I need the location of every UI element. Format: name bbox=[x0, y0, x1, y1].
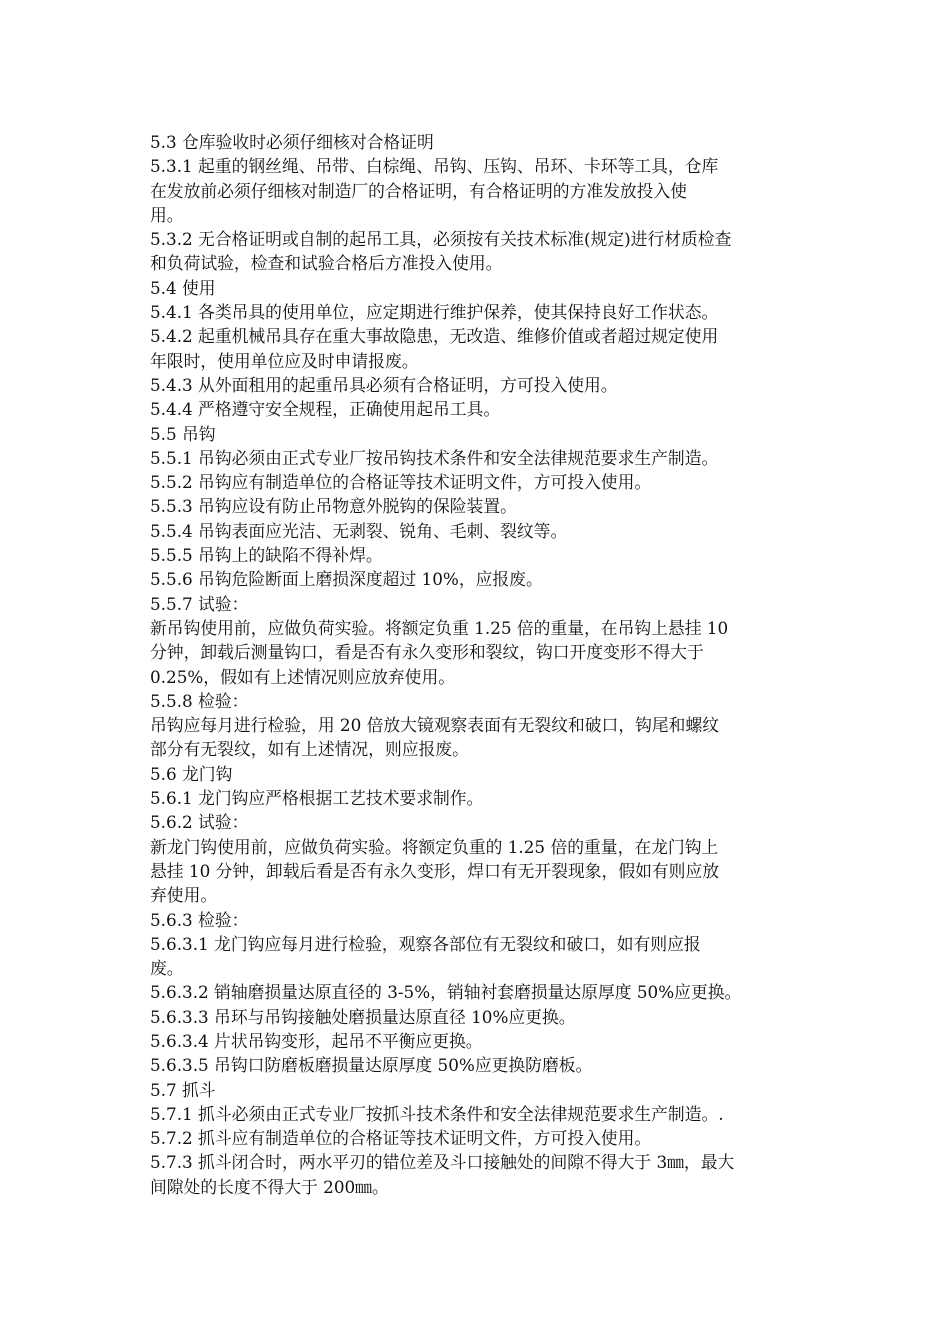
text-line: 5.5.1 吊钩必须由正式专业厂按吊钩技术条件和安全法律规范要求生产制造。 bbox=[150, 447, 719, 468]
text-line: 5.5.8 检验： bbox=[150, 690, 249, 711]
text-line: 分钟，卸载后测量钩口，看是否有永久变形和裂纹，钩口开度变形不得大于 bbox=[150, 642, 704, 663]
text-line: 废。 bbox=[150, 958, 184, 979]
text-line: 5.4.3 从外面租用的起重吊具必须有合格证明，方可投入使用。 bbox=[150, 374, 618, 395]
text-line: 5.6.3.5 吊钩口防磨板磨损量达原厚度 50%应更换防磨板。 bbox=[150, 1055, 593, 1076]
text-line: 5.6.2 试验： bbox=[150, 812, 249, 833]
text-line: 5.6.3.2 销轴磨损量达原直径的 3-5%，销轴衬套磨损量达原厚度 50%应更换。 bbox=[150, 982, 742, 1003]
text-line: 5.6.3 检验： bbox=[150, 909, 249, 930]
text-line: 和负荷试验，检查和试验合格后方准投入使用。 bbox=[150, 253, 503, 274]
text-line: 新吊钩使用前，应做负荷实验。将额定负重 1.25 倍的重量，在吊钩上悬挂 10 bbox=[150, 617, 729, 638]
text-line: 新龙门钩使用前，应做负荷实验。将额定负重的 1.25 倍的重量，在龙门钩上 bbox=[150, 836, 719, 857]
text-line: 悬挂 10 分钟，卸载后看是否有永久变形，焊口有无开裂现象，假如有则应放 bbox=[150, 860, 720, 881]
text-line: 5.6.3.1 龙门钩应每月进行检验，观察各部位有无裂纹和破口，如有则应报 bbox=[150, 933, 701, 954]
text-line: 5.5.7 试验： bbox=[150, 593, 249, 614]
text-line: 5.6.1 龙门钩应严格根据工艺技术要求制作。 bbox=[150, 788, 484, 809]
text-line: 弃使用。 bbox=[150, 885, 218, 906]
text-line: 5.3.1 起重的钢丝绳、吊带、白棕绳、吊钩、压钩、吊环、卡环等工具，仓库 bbox=[150, 156, 719, 177]
text-line: 吊钩应每月进行检验，用 20 倍放大镜观察表面有无裂纹和破口，钩尾和螺纹 bbox=[150, 715, 720, 736]
text-line: 0.25%，假如有上述情况则应放弃使用。 bbox=[150, 666, 456, 687]
heading-5-6: 5.6 龙门钩 bbox=[150, 763, 233, 784]
text-line: 间隙处的长度不得大于 200㎜。 bbox=[150, 1176, 389, 1197]
text-line: 在发放前必须仔细核对制造厂的合格证明，有合格证明的方准发放投入使 bbox=[150, 180, 688, 201]
text-line: 5.5.4 吊钩表面应光洁、无剥裂、锐角、毛刺、裂纹等。 bbox=[150, 520, 568, 541]
text-line: 5.5.3 吊钩应设有防止吊物意外脱钩的保险装置。 bbox=[150, 496, 517, 517]
text-line: 5.5.6 吊钩危险断面上磨损深度超过 10%，应报废。 bbox=[150, 569, 543, 590]
heading-5-5: 5.5 吊钩 bbox=[150, 423, 216, 444]
text-line: 5.4.1 各类吊具的使用单位，应定期进行维护保养，使其保持良好工作状态。 bbox=[150, 302, 719, 323]
heading-5-7: 5.7 抓斗 bbox=[150, 1079, 216, 1100]
text-line: 5.5.2 吊钩应有制造单位的合格证等技术证明文件，方可投入使用。 bbox=[150, 472, 652, 493]
document-body bbox=[150, 130, 810, 1199]
text-line: 用。 bbox=[150, 204, 184, 225]
text-line: 5.7.1 抓斗必须由正式专业厂按抓斗技术条件和安全法律规范要求生产制造。. bbox=[150, 1103, 724, 1124]
text-line: 5.5.5 吊钩上的缺陷不得补焊。 bbox=[150, 545, 383, 566]
text-line: 5.3.2 无合格证明或自制的起吊工具，必须按有关技术标准(规定)进行材质检查 bbox=[150, 229, 732, 250]
text-line: 5.4.4 严格遵守安全规程，正确使用起吊工具。 bbox=[150, 399, 501, 420]
text-line: 5.6.3.4 片状吊钩变形，起吊不平衡应更换。 bbox=[150, 1030, 483, 1051]
text-line: 5.4.2 起重机械吊具存在重大事故隐患，无改造、维修价值或者超过规定使用 bbox=[150, 326, 719, 347]
text-line: 5.7.2 抓斗应有制造单位的合格证等技术证明文件，方可投入使用。 bbox=[150, 1128, 652, 1149]
text-line: 5.6.3.3 吊环与吊钩接触处磨损量达原直径 10%应更换。 bbox=[150, 1006, 576, 1027]
text-line: 5.7.3 抓斗闭合时，两水平刃的错位差及斗口接触处的间隙不得大于 3㎜，最大 bbox=[150, 1152, 735, 1173]
heading-5-3: 5.3 仓库验收时必须仔细核对合格证明 bbox=[150, 132, 434, 152]
text-line: 年限时，使用单位应及时申请报废。 bbox=[150, 350, 419, 371]
text-line: 部分有无裂纹，如有上述情况，则应报废。 bbox=[150, 739, 469, 760]
heading-5-4: 5.4 使用 bbox=[150, 277, 216, 298]
